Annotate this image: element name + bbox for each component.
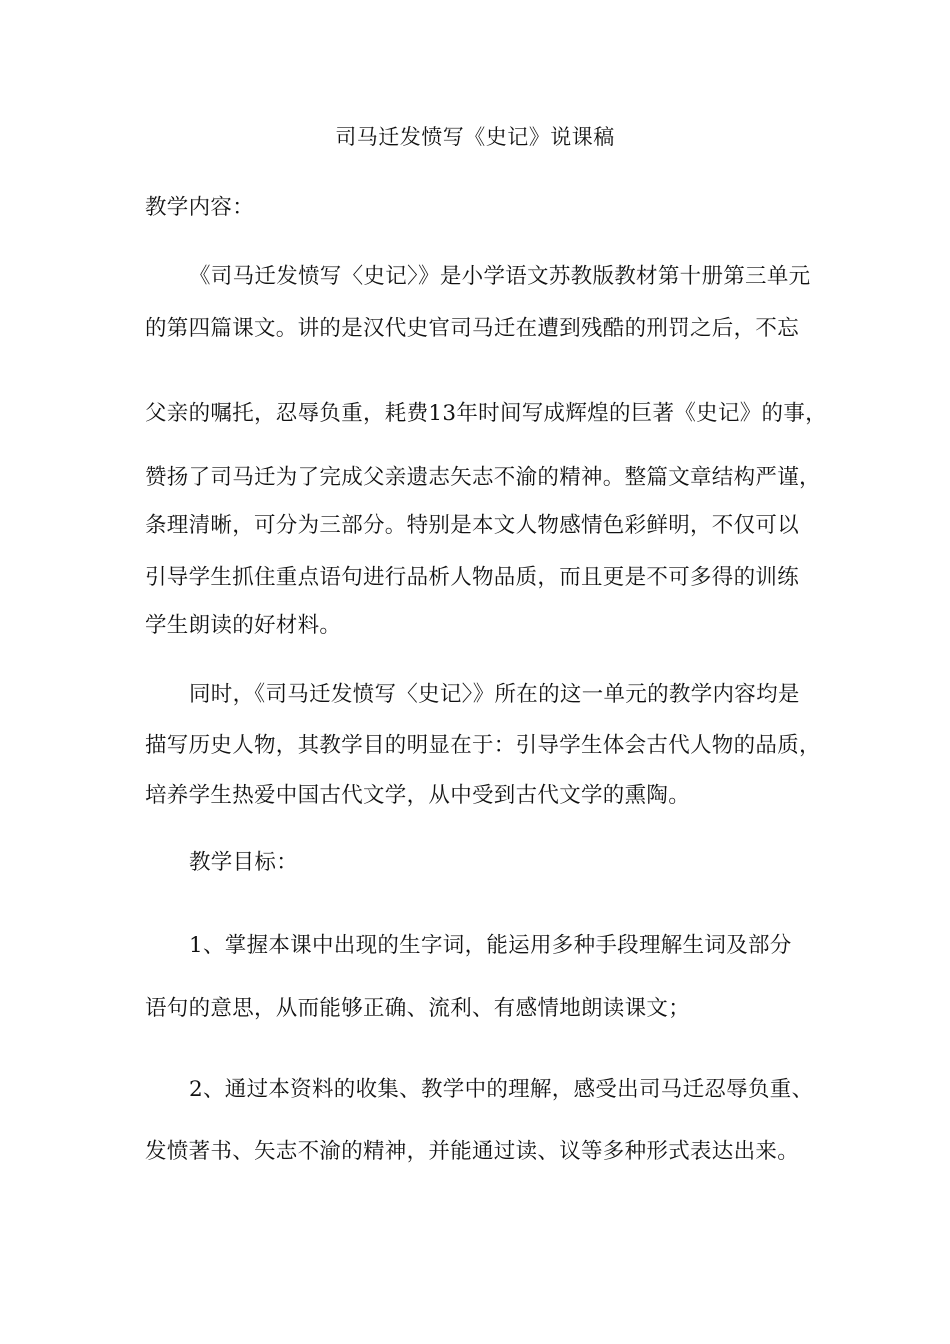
paragraph-line: 培养学生热爱中国古代文学，从中受到古代文学的熏陶。: [145, 783, 691, 808]
paragraph-line: 学生朗读的好材料。: [145, 613, 342, 638]
goal-line: 语句的意思，从而能够正确、流利、有感情地朗读课文；: [145, 996, 691, 1021]
goal-line: 发愤著书、矢志不渝的精神，并能通过读、议等多种形式表达出来。: [145, 1139, 800, 1164]
goal-line: 2、通过本资料的收集、教学中的理解，感受出司马迁忍辱负重、: [189, 1077, 814, 1102]
paragraph-line: 父亲的嘱托，忍辱负重，耗费13年时间写成辉煌的巨著《史记》的事，: [145, 401, 827, 426]
paragraph-line: 的第四篇课文。讲的是汉代史官司马迁在遭到残酷的刑罚之后，不忘: [145, 316, 800, 341]
paragraph-line: 引导学生抓住重点语句进行品析人物品质，而且更是不可多得的训练: [145, 565, 800, 590]
section-heading-goals: 教学目标：: [189, 850, 299, 875]
document-title: 司马迁发愤写《史记》说课稿: [335, 125, 615, 149]
paragraph-line: 《司马迁发愤写〈史记〉》是小学语文苏教版教材第十册第三单元: [189, 264, 811, 289]
goal-line: 1、掌握本课中出现的生字词，能运用多种手段理解生词及部分: [189, 933, 792, 958]
paragraph-line: 赞扬了司马迁为了完成父亲遗志矢志不渝的精神。整篇文章结构严谨，: [145, 465, 821, 490]
paragraph-line: 条理清晰，可分为三部分。特别是本文人物感情色彩鲜明，不仅可以: [145, 513, 800, 538]
paragraph-line: 同时，《司马迁发愤写〈史记〉》所在的这一单元的教学内容均是: [189, 682, 800, 707]
section-heading-content: 教学内容：: [145, 195, 255, 220]
paragraph-line: 描写历史人物，其教学目的明显在于：引导学生体会古代人物的品质，: [145, 733, 821, 758]
